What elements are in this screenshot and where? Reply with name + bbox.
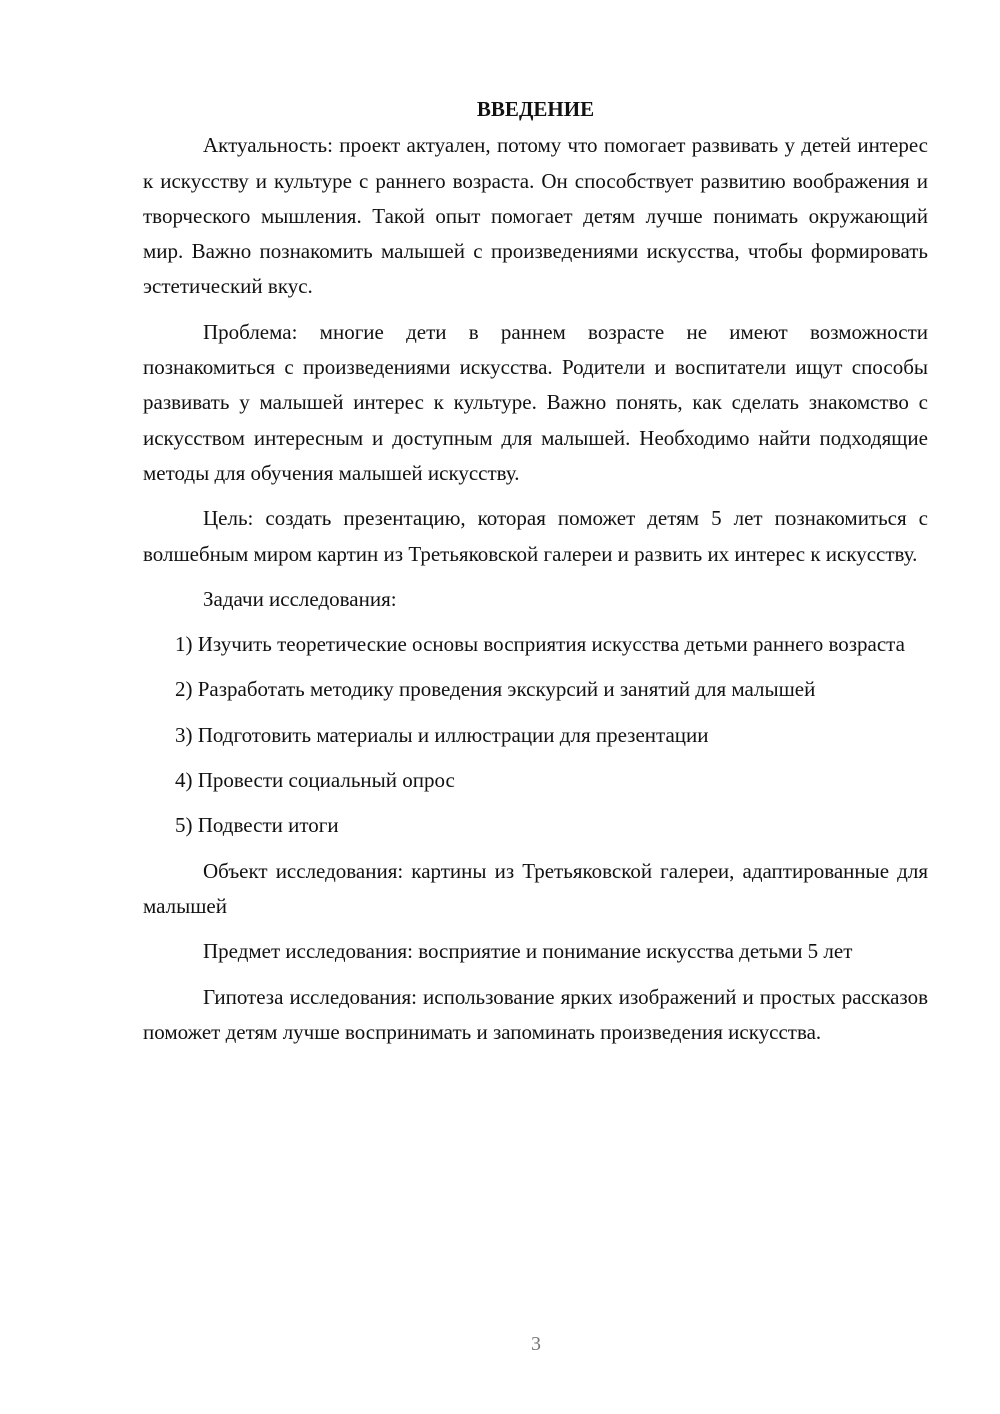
- task-item-3: 3) Подготовить материалы и иллюстрации для презентации: [175, 722, 709, 747]
- subject-paragraph: Предмет исследования: восприятие и понимание искусства детьми 5 лет: [203, 939, 853, 964]
- goal-paragraph: Цель: создать презентацию, которая поможет детям 5 лет познакомиться с волшебным миром картин из Третьяковской галереи и развить их интерес к искусству.: [143, 506, 928, 566]
- page-number: 3: [531, 1333, 541, 1355]
- task-item-2: 2) Разработать методику проведения экскурсий и занятий для малышей: [175, 677, 816, 702]
- task-item-5: 5) Подвести итоги: [175, 813, 339, 838]
- page-title: ВВЕДЕНИЕ: [476, 97, 595, 121]
- task-item-1: 1) Изучить теоретические основы восприятия искусства детьми раннего возраста: [175, 632, 905, 657]
- hypothesis-paragraph: Гипотеза исследования: использование ярких изображений и простых рассказов поможет детям лучше воспринимать и запоминать произведения искусства.: [143, 984, 928, 1044]
- task-item-4: 4) Провести социальный опрос: [175, 768, 455, 793]
- problem-paragraph: Проблема: многие дети в раннем возрасте не имеют возможности познакомиться с произведениями искусства. Родители и воспитатели ищут способы развивать у малышей интерес к культуре. Важно понять, как сделать знакомство с искусством интересным и доступным для малышей. Необходимо найти подходящие методы для обучения малышей искусству.: [143, 319, 928, 485]
- page-content: [143, 92, 928, 1060]
- tasks-heading: Задачи исследования:: [203, 586, 397, 611]
- relevance-paragraph: Актуальность: проект актуален, потому что помогает развивать у детей интерес к искусству и культуре с раннего возраста. Он способствует развитию воображения и творческого мышления. Такой опыт помогает детям лучше понимать окружающий мир. Важно познакомить малышей с произведениями искусства, чтобы формировать эстетический вкус.: [143, 133, 928, 299]
- object-paragraph: Объект исследования: картины из Третьяковской галереи, адаптированные для малышей: [143, 858, 928, 918]
